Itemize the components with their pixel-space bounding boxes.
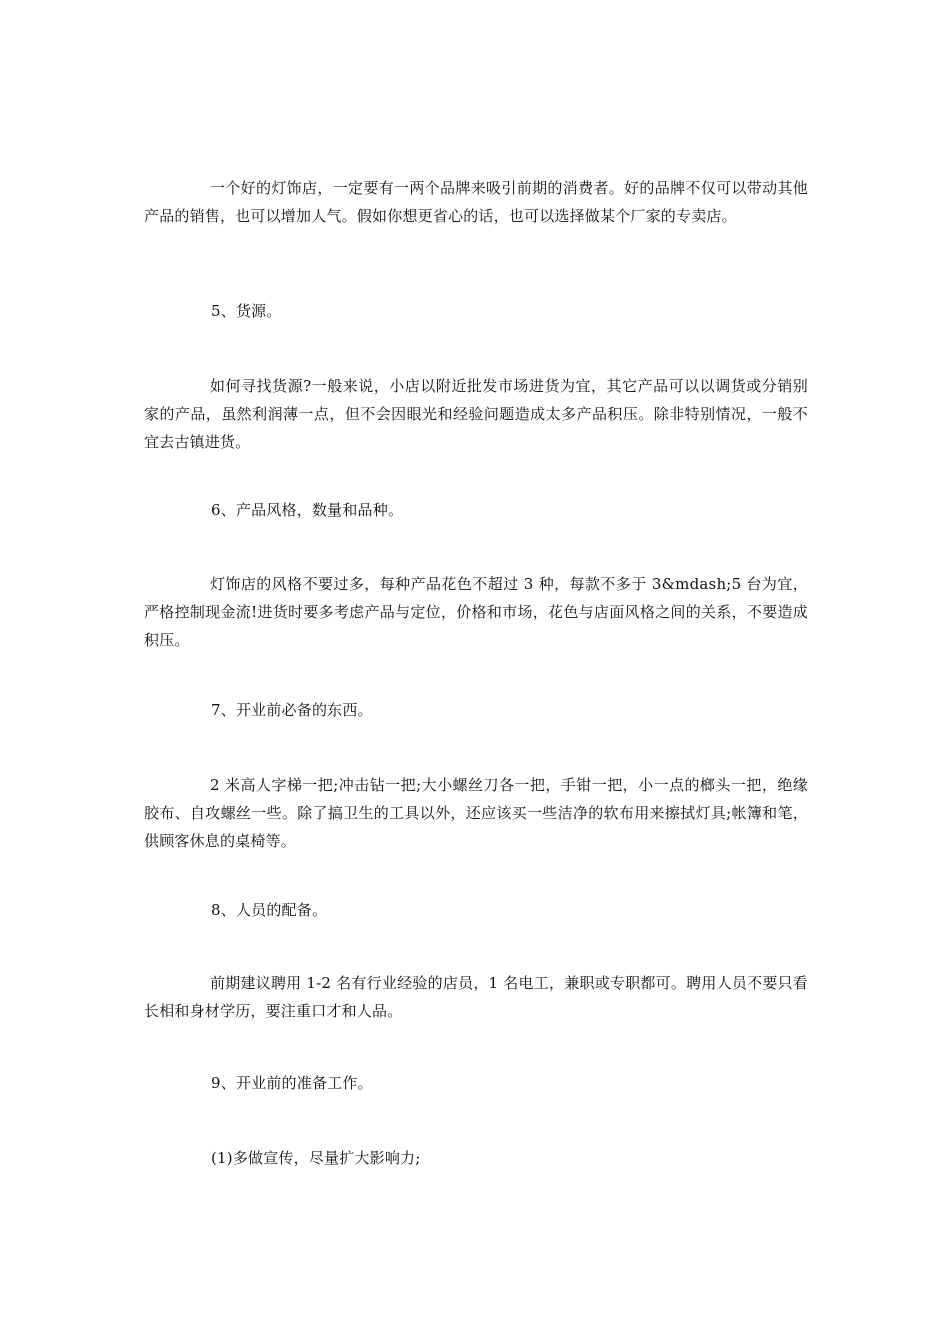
list-item-promotion: (1)多做宣传，尽量扩大影响力; [211, 1149, 421, 1167]
heading-prep: 9、开业前的准备工作。 [211, 1074, 373, 1092]
heading-supply: 5、货源。 [211, 302, 282, 320]
paragraph-style: 灯饰店的风格不要过多，每种产品花色不超过 3 种，每款不多于 3&mdash;5 台为宜，严格控制现金流!进货时要多考虑产品与定位，价格和市场，花色与店面风格之间的关系，不要造成积压。 [144, 575, 808, 649]
heading-staff: 8、人员的配备。 [211, 901, 328, 919]
heading-style: 6、产品风格，数量和品种。 [211, 501, 404, 519]
paragraph-essentials: 2 米高人字梯一把;冲击钻一把;大小螺丝刀各一把，手钳一把，小一点的榔头一把，绝缘胶布、自攻螺丝一些。除了搞卫生的工具以外，还应该买一些洁净的软布用来擦拭灯具;帐簿和笔，供顾客休息的桌椅等。 [144, 776, 808, 850]
paragraph-brand: 一个好的灯饰店，一定要有一两个品牌来吸引前期的消费者。好的品牌不仅可以带动其他产品的销售，也可以增加人气。假如你想更省心的话，也可以选择做某个厂家的专卖店。 [144, 179, 808, 225]
heading-essentials: 7、开业前必备的东西。 [211, 701, 373, 719]
paragraph-staff: 前期建议聘用 1-2 名有行业经验的店员，1 名电工，兼职或专职都可。聘用人员不要只看长相和身材学历，要注重口才和人品。 [144, 974, 808, 1020]
paragraph-supply: 如何寻找货源?一般来说，小店以附近批发市场进货为宜，其它产品可以以调货或分销别家的产品，虽然利润薄一点，但不会因眼光和经验问题造成太多产品积压。除非特别情况，一般不宜去古镇进货。 [144, 377, 808, 451]
